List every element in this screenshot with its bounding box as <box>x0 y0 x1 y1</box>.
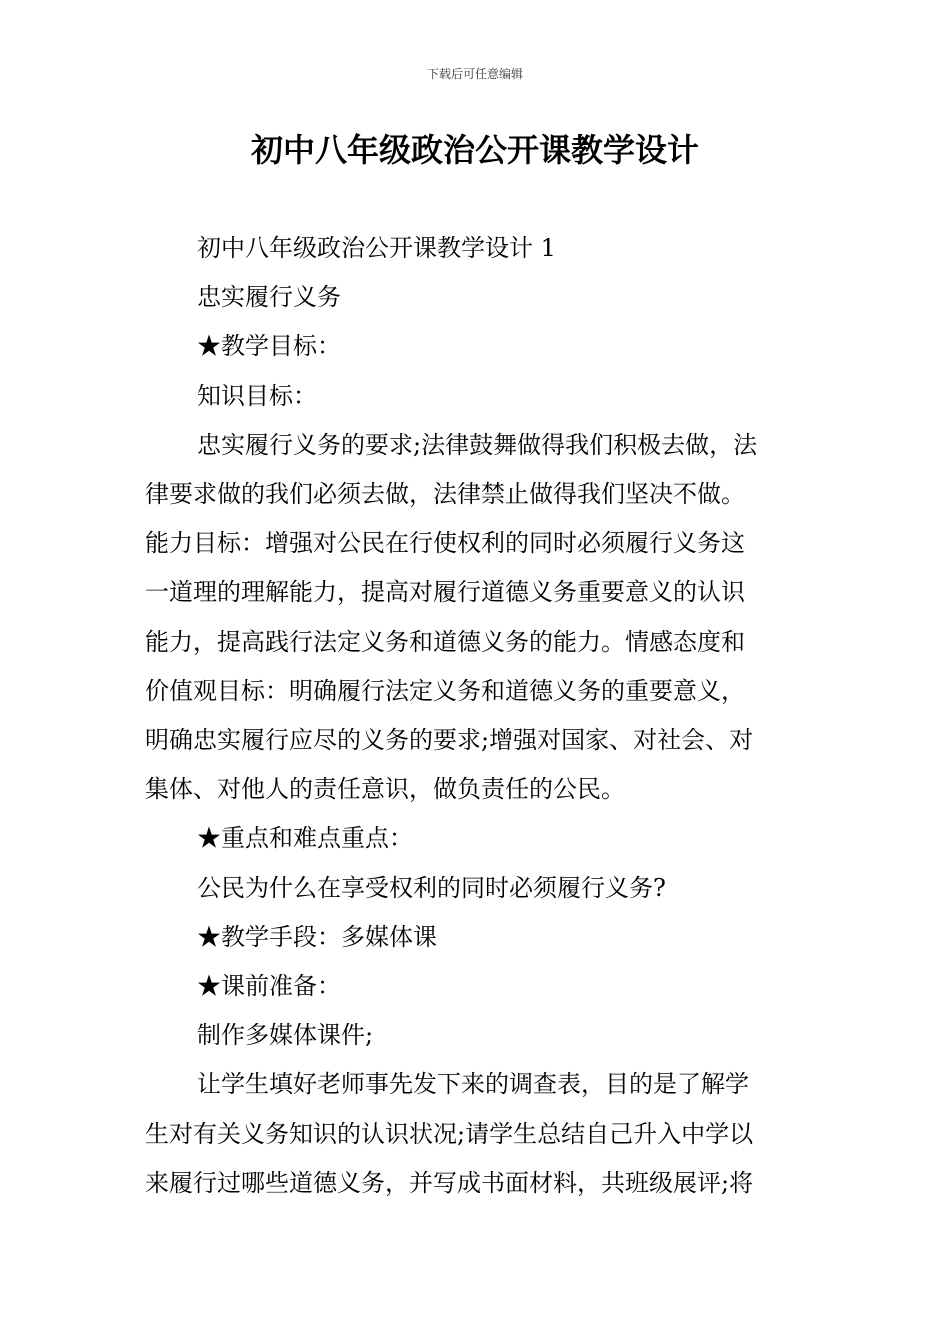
document-line: ★教学手段：多媒体课 <box>197 922 437 951</box>
document-body <box>145 224 805 1208</box>
document-line: ★重点和难点重点： <box>197 824 413 853</box>
document-line: 明确忠实履行应尽的义务的要求;增强对国家、对社会、对 <box>145 726 754 755</box>
document-line: 知识目标： <box>197 381 317 410</box>
header-note: 下载后可任意编辑 <box>426 67 523 81</box>
document-line: 生对有关义务知识的认识状况;请学生总结自己升入中学以 <box>145 1119 754 1148</box>
document-line: 律要求做的我们必须去做，法律禁止做得我们坚决不做。 <box>145 480 745 509</box>
document-line: ★教学目标： <box>197 332 341 361</box>
document-line: 制作多媒体课件; <box>197 1021 374 1050</box>
document-line: 价值观目标：明确履行法定义务和道德义务的重要意义， <box>145 676 745 705</box>
document-line: 能力目标：增强对公民在行使权利的同时必须履行义务这 <box>145 529 745 558</box>
document-title: 初中八年级政治公开课教学设计 <box>250 131 699 169</box>
document-line: 来履行过哪些道德义务，并写成书面材料，共班级展评;将 <box>145 1168 754 1197</box>
document-line: 忠实履行义务的要求;法律鼓舞做得我们积极去做，法 <box>197 430 758 459</box>
document-line: 忠实履行义务 <box>197 283 341 312</box>
document-line: 让学生填好老师事先发下来的调查表，目的是了解学 <box>197 1070 749 1099</box>
document-line: 能力，提高践行法定义务和道德义务的能力。情感态度和 <box>145 627 745 656</box>
document-line: ★课前准备： <box>197 972 341 1001</box>
document-line: 集体、对他人的责任意识，做负责任的公民。 <box>145 775 625 804</box>
document-line: 公民为什么在享受权利的同时必须履行义务? <box>197 873 666 902</box>
document-line: 一道理的理解能力，提高对履行道德义务重要意义的认识 <box>145 578 745 607</box>
document-line: 初中八年级政治公开课教学设计 1 <box>197 234 556 262</box>
